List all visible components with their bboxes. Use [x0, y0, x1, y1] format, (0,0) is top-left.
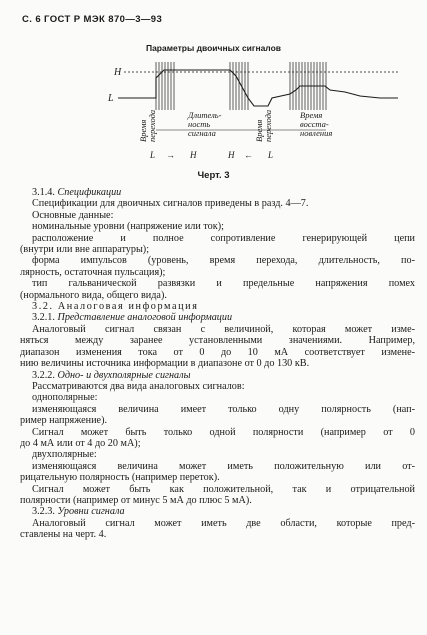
text-line: няться между заранее установленными значениями. Например, [20, 335, 415, 347]
section-3-2-heading: 3.2. Аналоговая информация [32, 301, 199, 313]
fall-time-label-1: Время [254, 119, 264, 142]
section-3-2-2-number: 3.2.2. [32, 369, 55, 381]
text-line: до 4 мА или от 4 до 20 мА); [20, 437, 141, 449]
text-line: лярность, остаточная пульсация); [20, 266, 166, 278]
text-line: Аналоговый сигнал может иметь две области, которые пред- [32, 517, 415, 529]
page-header: С. 6 ГОСТ Р МЭК 870—3—93 [22, 14, 163, 25]
level-h-label: H [114, 67, 122, 78]
text-line: двухполярные: [32, 449, 97, 461]
text-line: форма импульсов (уровень, время перехода, длительность, по- [32, 255, 415, 267]
text-line: ставлены на черт. 4. [20, 529, 107, 541]
section-3-1-4-number: 3.1.4. [32, 187, 55, 198]
section-3-1-4-title: Спецификации [57, 187, 122, 198]
text-line: Рассматриваются два вида аналоговых сигналов: [32, 380, 245, 392]
text-line: рицательную полярность (например переток). [20, 472, 220, 484]
recovery-label-1: Время [300, 110, 323, 120]
section-3-2-1-title: Представление аналоговой информации [57, 312, 233, 324]
bottom-h2-label: H [228, 150, 235, 160]
bottom-h-label: H [190, 150, 197, 160]
duration-label-3: сигнала [188, 128, 216, 138]
text-line: Сигнал может быть только одной полярности (например от 0 [32, 426, 415, 438]
section-3-2-2-title: Одно- и двухполярные сигналы [57, 369, 191, 381]
figure-caption: Черт. 3 [197, 170, 230, 181]
text-line: изменяющаяся величина имеет только одну полярность (нап- [32, 403, 415, 415]
text-line: ример напряжение). [20, 415, 108, 427]
text-line: однополярные: [32, 392, 98, 404]
binary-signal-diagram [0, 0, 427, 170]
bottom-l2-label: L [268, 150, 274, 160]
signal-waveform [118, 70, 398, 106]
text-line: нию величины источника информации в диапазоне от 0 до 130 кВ. [20, 358, 310, 370]
text-line: (нормального вида, общего вида). [20, 289, 167, 301]
section-3-1-4-heading [20, 187, 415, 198]
section-3-2-1-heading [20, 312, 415, 323]
section-3-2-3-title: Уровни сигнала [57, 506, 125, 518]
duration-label-2: ность [188, 119, 211, 129]
rise-time-label-1: Время [138, 119, 148, 142]
bottom-l-label: L [150, 150, 156, 160]
text-line: тип гальванической развязки и предельные напряжения помех [32, 278, 415, 290]
text-line: диапазон изменения тока от 0 до 10 мА соответствует измене- [20, 346, 415, 358]
section-3-2-3-number: 3.2.3. [32, 506, 55, 518]
section-3-2-1-number: 3.2.1. [32, 312, 55, 324]
recovery-label-2: восста- [300, 119, 329, 129]
rise-time-label-2: перехода [147, 109, 157, 142]
text-line: Сигнал может быть как положительной, так и отрицательной [32, 483, 415, 495]
bottom-arrow-left: ← [244, 150, 253, 160]
text-line: номинальные уровни (напряжение или ток); [32, 221, 224, 233]
section-3-2-3-heading [20, 506, 415, 517]
fall-hatch [230, 62, 248, 110]
rise-hatch [156, 62, 174, 110]
level-l-label: L [108, 93, 114, 104]
recovery-label-3: новления [300, 128, 333, 138]
text-line: (внутри или вне аппаратуры); [20, 244, 150, 256]
text-line: расположение и полное сопротивление генерирующей цепи [32, 232, 415, 244]
figure-title: Параметры двоичных сигналов [145, 43, 282, 53]
section-3-2-2-heading [20, 370, 415, 381]
fall-time-label-2: перехода [263, 109, 273, 142]
body-text [20, 187, 415, 541]
duration-label-1: Длитель- [188, 110, 222, 120]
text-line: изменяющаяся величина может иметь положительную или от- [32, 460, 415, 472]
text-line: Спецификации для двоичных сигналов приведены в разд. 4—7. [32, 198, 309, 210]
text-line: Аналоговый сигнал связан с величиной, которая может изме- [32, 323, 415, 335]
text-line: полярности (например от минус 5 мА до плюс 5 мА). [20, 494, 252, 506]
bottom-arrow-right: → [166, 150, 175, 160]
text-line: Основные данные: [32, 209, 114, 221]
